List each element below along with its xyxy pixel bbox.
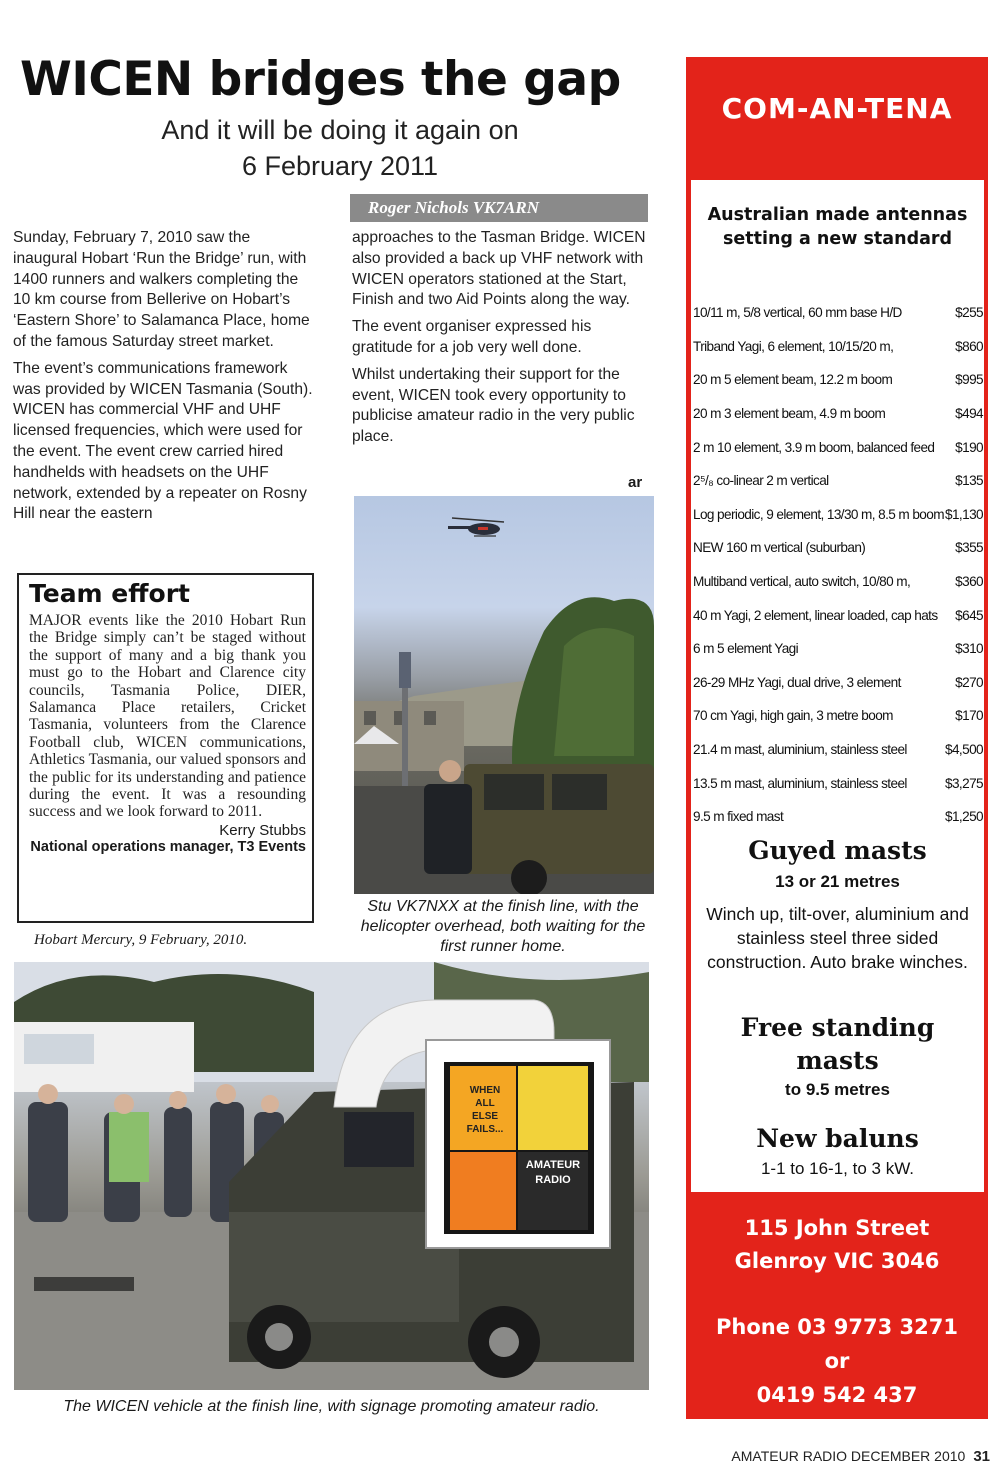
price-value: $494	[955, 406, 983, 422]
team-effort-title: Team effort	[29, 579, 190, 608]
price-row	[693, 699, 983, 733]
price-item: 20 m 5 element beam, 12.2 m boom	[693, 372, 893, 388]
price-item: NEW 160 m vertical (suburban)	[693, 540, 866, 556]
price-row	[693, 430, 983, 464]
paragraph: The event’s communications framework was provided by WICEN Tasmania (South). WICEN has commercial VHF and UHF licensed frequencies, which were used for the event. The event crew carried hired handhelds with headsets on the UHF network, extended by a repeater on Rosny Hill near the eastern	[13, 359, 313, 523]
price-item: Multiband vertical, auto switch, 10/80 m,	[693, 574, 911, 590]
price-value: $995	[955, 372, 983, 388]
baluns-sub: 1-1 to 16-1, to 3 kW.	[760, 1159, 915, 1178]
price-row	[693, 363, 983, 397]
price-value: $360	[955, 574, 983, 590]
article-subhead	[20, 112, 660, 184]
ad-address	[686, 1212, 988, 1278]
sign-text	[454, 1084, 516, 1136]
guyed-masts-desc: Winch up, tilt-over, aluminium and stainless steel three sided construction. Auto brake winches.	[706, 904, 969, 972]
price-value: $4,500	[945, 742, 983, 758]
end-mark: ar	[628, 474, 643, 491]
price-row	[693, 330, 983, 364]
price-value: $645	[955, 607, 983, 623]
price-row	[693, 666, 983, 700]
free-standing-line: masts	[796, 1046, 879, 1075]
price-row	[693, 464, 983, 498]
article-column-1	[13, 228, 313, 531]
price-item: 40 m Yagi, 2 element, linear loaded, cap hats	[693, 607, 938, 623]
price-row	[693, 565, 983, 599]
guyed-masts-title: Guyed masts	[748, 836, 927, 865]
team-effort-body: MAJOR events like the 2010 Hobart Run the Bridge simply can’t be staged without the support of many and a big thank you must go to the Hobart and Clarence city councils, Tasmania Police, DIER, Salamanca Place retailers, Cricket Tasmania, volunteers from the Clarence Football club, WICEN communications, Athletics Tasmania, our valued sponsors and the public for its understanding and patience during the event. It was a resounding success and we look forward to 2011.	[29, 612, 306, 821]
price-value: $310	[955, 641, 983, 657]
phone-or: or	[824, 1349, 850, 1373]
byline: Roger Nichols VK7ARN	[350, 194, 648, 222]
ad-tagline: Australian made antennas setting a new standard	[707, 205, 968, 249]
finish-line-scene-illustration	[354, 496, 654, 894]
price-item: 70 cm Yagi, high gain, 3 metre boom	[693, 708, 893, 724]
sign-text-line: AMATEUR	[525, 1159, 581, 1171]
price-value: $135	[955, 473, 983, 489]
price-row	[693, 531, 983, 565]
page-footer	[700, 1448, 990, 1465]
subhead-line-2: 6 February 2011	[241, 151, 439, 181]
price-list	[693, 296, 983, 834]
guyed-masts-sub: 13 or 21 metres	[775, 872, 900, 891]
price-value: $1,250	[945, 809, 983, 825]
sign-amateur-radio	[518, 1158, 588, 1188]
price-value: $1,130	[945, 506, 983, 522]
team-effort-box	[17, 573, 314, 923]
sign-text-line: ALL	[475, 1098, 495, 1109]
photo2-caption: The WICEN vehicle at the finish line, with signage promoting amateur radio.	[63, 1398, 600, 1415]
price-item: Log periodic, 9 element, 13/30 m, 8.5 m boom	[693, 506, 944, 522]
free-standing-sub: to 9.5 metres	[785, 1080, 890, 1099]
sign-text-line: RADIO	[535, 1174, 571, 1186]
price-value: $355	[955, 540, 983, 556]
photo1-caption: Stu VK7NXX at the finish line, with the helicopter overhead, both waiting for the first runner home.	[360, 898, 646, 955]
source-caption: Hobart Mercury, 9 February, 2010.	[34, 932, 248, 948]
address-line: Glenroy VIC 3046	[734, 1249, 940, 1273]
signature-name: Kerry Stubbs	[219, 821, 306, 839]
price-row	[693, 397, 983, 431]
paragraph: approaches to the Tasman Bridge. WICEN also provided a back up VHF network with WICEN operators stationed at the Start, Finish and two Aid Points along the way.	[352, 229, 646, 309]
subhead-line-1: And it will be doing it again on	[161, 115, 519, 145]
price-item: 13.5 m mast, aluminium, stainless steel	[693, 775, 907, 791]
signature-role: National operations manager, T3 Events	[30, 838, 306, 855]
photo-finish-line-helicopter	[354, 496, 654, 894]
price-value: $190	[955, 439, 983, 455]
price-item: 10/11 m, 5/8 vertical, 60 mm base H/D	[693, 305, 902, 321]
helicopter-icon	[448, 518, 504, 536]
price-item: 21.4 m mast, aluminium, stainless steel	[693, 742, 907, 758]
price-row	[693, 296, 983, 330]
article-headline: WICEN bridges the gap	[20, 52, 621, 107]
ad-brand: COM-AN-TENA	[721, 92, 953, 125]
page-number: 31	[973, 1448, 990, 1465]
sign-text-line: ELSE	[471, 1111, 499, 1122]
footer-magazine: AMATEUR RADIO DECEMBER 2010	[731, 1448, 966, 1464]
price-value: $255	[955, 305, 983, 321]
ad-phone	[686, 1310, 988, 1412]
phone-line: 0419 542 437	[756, 1383, 918, 1407]
price-row	[693, 498, 983, 532]
sign-text-line: WHEN	[469, 1085, 501, 1096]
phone-line: Phone 03 9773 3271	[715, 1315, 958, 1339]
price-value: $3,275	[945, 775, 983, 791]
price-row	[693, 766, 983, 800]
price-item: 9.5 m fixed mast	[693, 809, 784, 825]
price-value: $170	[955, 708, 983, 724]
price-row	[693, 632, 983, 666]
price-row	[693, 800, 983, 834]
photo-wicen-vehicle	[14, 962, 649, 1390]
price-row	[693, 733, 983, 767]
price-item: 6 m 5 element Yagi	[693, 641, 799, 657]
sign-text-line: FAILS...	[466, 1124, 504, 1135]
paragraph: Whilst undertaking their support for the event, WICEN took every opportunity to publicise amateur radio in the very public place.	[352, 365, 635, 446]
baluns-title: New baluns	[756, 1124, 919, 1153]
paragraph: The event organiser expressed his gratitude for a job very well done.	[352, 318, 592, 356]
price-item: Triband Yagi, 6 element, 10/15/20 m,	[693, 338, 894, 354]
price-row	[693, 598, 983, 632]
price-value: $270	[955, 674, 983, 690]
article-column-2	[352, 228, 648, 454]
price-item: 26-29 MHz Yagi, dual drive, 3 element	[693, 674, 901, 690]
price-value: $860	[955, 338, 983, 354]
price-item: 20 m 3 element beam, 4.9 m boom	[693, 406, 886, 422]
price-item: 2⁵/₈ co-linear 2 m vertical	[693, 473, 829, 489]
free-standing-line: Free standing	[740, 1013, 935, 1042]
paragraph: Sunday, February 7, 2010 saw the inaugural Hobart ‘Run the Bridge’ run, with 1400 runners and walkers completing the 10 km course from Bellerive on Hobart’s ‘Eastern Shore’ to Salamanca Place, home of the famous Saturday street market.	[13, 229, 310, 350]
price-item: 2 m 10 element, 3.9 m boom, balanced feed	[693, 439, 935, 455]
free-standing-title	[691, 1011, 984, 1077]
address-line: 115 John Street	[744, 1216, 930, 1240]
